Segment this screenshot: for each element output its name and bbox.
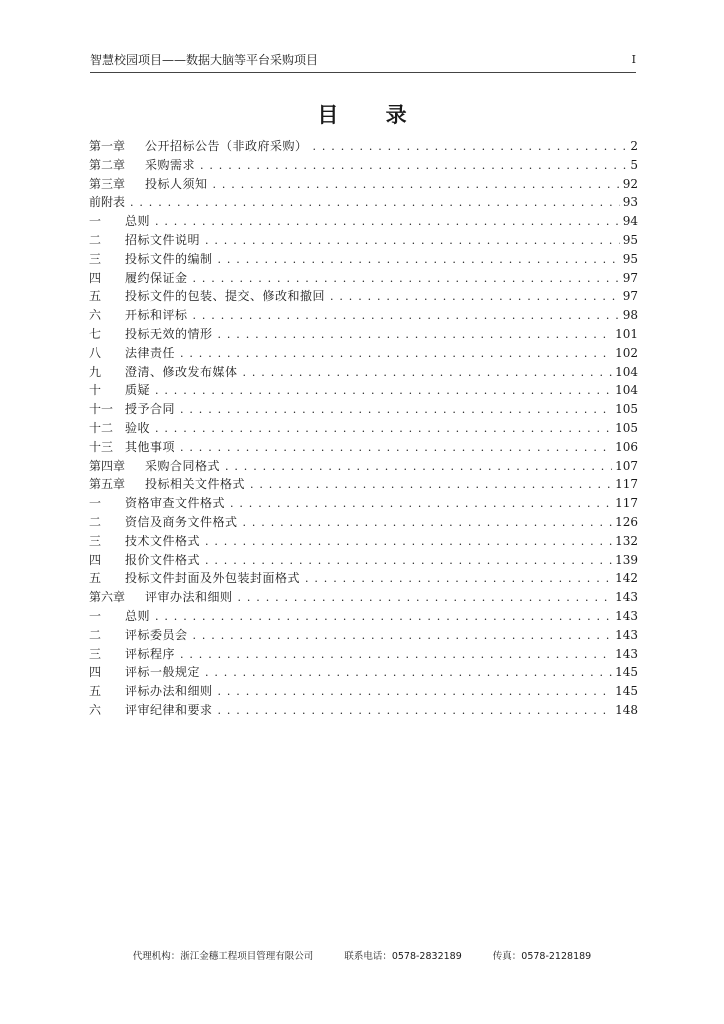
toc-entry[interactable]	[89, 682, 638, 701]
toc-entry-page: 95	[622, 251, 638, 266]
toc-leader-dots	[180, 344, 612, 364]
toc-leader-dots	[193, 626, 613, 646]
toc-leader-dots	[243, 363, 613, 383]
toc-entry[interactable]	[89, 513, 638, 532]
toc-entry-label: 报价文件格式	[125, 552, 201, 567]
toc-entry-number: 三	[89, 646, 102, 661]
toc-leader-dots	[330, 287, 620, 307]
toc-entry[interactable]	[89, 551, 638, 570]
toc-leader-dots	[218, 325, 613, 345]
toc-entry-page: 142	[615, 571, 638, 586]
toc-entry-number: 十	[89, 383, 102, 398]
toc-entry-number: 第五章	[89, 477, 126, 492]
toc-leader-dots	[213, 175, 620, 195]
toc-leader-dots	[305, 569, 612, 589]
toc-entry-page: 143	[615, 627, 638, 642]
toc-entry[interactable]	[89, 325, 638, 344]
toc-entry-label: 技术文件格式	[125, 533, 201, 548]
toc-leader-dots	[218, 701, 613, 721]
toc-entry-label: 验收	[125, 420, 151, 435]
header-title: 智慧校园项目——数据大脑等平台采购项目	[90, 53, 319, 67]
toc-entry-label: 评审纪律和要求	[125, 702, 213, 717]
toc-leader-dots	[155, 212, 620, 232]
toc-entry-number: 一	[89, 496, 102, 511]
footer-phone: 联系电话：0578-2832189	[344, 951, 462, 962]
toc-entry-page: 104	[615, 383, 638, 398]
toc-leader-dots	[205, 532, 612, 552]
toc-entry-label: 法律责任	[125, 345, 176, 360]
toc-entry-number: 二	[89, 627, 102, 642]
toc-leader-dots	[200, 156, 627, 176]
toc-entry-page: 105	[615, 402, 638, 417]
toc-entry-label: 投标文件的包装、提交、修改和撤回	[125, 289, 326, 304]
toc-entry-label: 招标文件说明	[125, 232, 201, 247]
toc-entry-number: 六	[89, 308, 102, 323]
toc-entry-label: 评标程序	[125, 646, 176, 661]
toc-entry-label: 公开招标公告（非政府采购）	[145, 139, 308, 153]
toc-entry-page: 143	[615, 646, 638, 661]
toc-entry-label: 总则	[125, 214, 151, 229]
toc-entry-label: 投标相关文件格式	[145, 477, 246, 492]
toc-entry[interactable]	[89, 156, 638, 175]
toc-entry[interactable]	[89, 175, 638, 194]
toc-entry[interactable]	[89, 494, 638, 513]
footer-agency: 代理机构：浙江金穗工程项目管理有限公司	[132, 951, 314, 962]
toc-entry-page: 132	[615, 533, 638, 548]
toc-entry-number: 第六章	[89, 590, 126, 605]
toc-entry-page: 145	[615, 684, 638, 699]
toc-leader-dots	[155, 381, 612, 401]
toc-entry-number: 二	[89, 514, 102, 529]
toc-entry-number: 三	[89, 533, 102, 548]
table-of-contents	[89, 137, 638, 720]
toc-leader-dots	[180, 400, 612, 420]
toc-entry-page: 92	[622, 176, 638, 191]
toc-entry-number: 八	[89, 345, 102, 360]
toc-entry[interactable]	[89, 381, 638, 400]
toc-entry-number: 四	[89, 270, 102, 285]
toc-entry-page: 143	[615, 590, 638, 605]
toc-entry-label: 开标和评标	[125, 308, 188, 323]
toc-entry-page: 98	[622, 308, 638, 323]
toc-leader-dots	[230, 494, 612, 514]
toc-entry[interactable]	[89, 701, 638, 720]
toc-entry-number: 十一	[89, 402, 114, 417]
toc-leader-dots	[180, 438, 612, 458]
toc-leader-dots	[130, 193, 620, 213]
toc-entry-page: 105	[615, 420, 638, 435]
toc-entry-number: 十三	[89, 439, 114, 454]
toc-entry-label: 其他事项	[125, 439, 176, 454]
header-page-number: I	[631, 53, 636, 66]
toc-entry[interactable]	[89, 193, 638, 212]
page-footer	[0, 950, 724, 964]
toc-entry-label: 履约保证金	[125, 270, 188, 285]
toc-entry-number: 第四章	[89, 458, 126, 473]
toc-leader-dots	[205, 663, 612, 683]
toc-entry-label: 资信及商务文件格式	[125, 514, 238, 529]
toc-entry-label: 采购需求	[145, 157, 196, 172]
toc-entry-number: 三	[89, 251, 102, 266]
toc-entry[interactable]	[89, 306, 638, 325]
toc-entry-page: 97	[622, 270, 638, 285]
toc-title: 目 录	[317, 102, 427, 127]
toc-entry[interactable]	[89, 419, 638, 438]
toc-leader-dots	[238, 588, 613, 608]
footer-fax: 传真：0578-2128189	[492, 951, 592, 962]
toc-leader-dots	[313, 137, 628, 157]
toc-entry-page: 97	[622, 289, 638, 304]
toc-entry-number: 第一章	[89, 139, 126, 153]
toc-entry-label: 总则	[125, 608, 151, 623]
toc-entry[interactable]	[89, 663, 638, 682]
page-header	[90, 52, 636, 73]
toc-entry-label: 评标办法和细则	[125, 684, 213, 699]
toc-entry[interactable]	[89, 400, 638, 419]
toc-entry-number: 一	[89, 214, 102, 229]
toc-entry[interactable]	[89, 137, 638, 156]
toc-entry-label: 澄清、修改发布媒体	[125, 364, 238, 379]
toc-entry-page: 95	[622, 232, 638, 247]
toc-entry[interactable]	[89, 588, 638, 607]
toc-entry[interactable]	[89, 438, 638, 457]
toc-entry-number: 五	[89, 289, 102, 304]
toc-entry-label: 评审办法和细则	[145, 590, 233, 605]
toc-entry[interactable]	[89, 645, 638, 664]
toc-entry-page: 2	[630, 139, 638, 153]
toc-entry[interactable]	[89, 475, 638, 494]
toc-entry-page: 5	[630, 157, 638, 172]
toc-entry-number: 四	[89, 665, 102, 680]
toc-entry-label: 投标人须知	[145, 176, 208, 191]
toc-entry[interactable]	[89, 212, 638, 231]
toc-entry-label: 授予合同	[125, 402, 176, 417]
toc-leader-dots	[155, 419, 612, 439]
toc-leader-dots	[243, 513, 613, 533]
toc-entry-page: 104	[615, 364, 638, 379]
toc-entry-number: 十二	[89, 420, 114, 435]
toc-entry-number: 五	[89, 684, 102, 699]
toc-entry-label: 采购合同格式	[145, 458, 221, 473]
toc-leader-dots	[250, 475, 612, 495]
toc-leader-dots	[205, 231, 620, 251]
toc-leader-dots	[205, 551, 612, 571]
toc-entry-page: 143	[615, 608, 638, 623]
toc-entry-label: 质疑	[125, 383, 151, 398]
toc-leader-dots	[193, 306, 620, 326]
toc-entry[interactable]	[89, 569, 638, 588]
toc-entry-label: 投标文件的编制	[125, 251, 213, 266]
toc-entry[interactable]	[89, 607, 638, 626]
toc-entry-page: 101	[615, 326, 638, 341]
toc-entry[interactable]	[89, 269, 638, 288]
toc-entry-page: 94	[622, 214, 638, 229]
toc-entry-page: 139	[615, 552, 638, 567]
toc-leader-dots	[180, 645, 612, 665]
toc-entry-label: 评标委员会	[125, 627, 188, 642]
toc-entry-page: 107	[615, 458, 638, 473]
toc-entry[interactable]	[89, 231, 638, 250]
toc-entry-number: 七	[89, 326, 102, 341]
toc-entry-label: 投标无效的情形	[125, 326, 213, 341]
toc-entry-number: 四	[89, 552, 102, 567]
toc-entry[interactable]	[89, 457, 638, 476]
toc-entry-page: 148	[615, 702, 638, 717]
toc-entry[interactable]	[89, 532, 638, 551]
toc-entry-page: 117	[615, 496, 638, 511]
toc-entry-number: 前附表	[89, 195, 126, 210]
toc-entry[interactable]	[89, 250, 638, 269]
toc-entry-number: 第二章	[89, 157, 126, 172]
toc-entry-number: 第三章	[89, 176, 126, 191]
toc-leader-dots	[193, 269, 620, 289]
toc-entry-number: 九	[89, 364, 102, 379]
toc-entry-label: 资格审查文件格式	[125, 496, 226, 511]
toc-entry[interactable]	[89, 363, 638, 382]
toc-entry-page: 106	[615, 439, 638, 454]
toc-entry-number: 五	[89, 571, 102, 586]
toc-leader-dots	[218, 250, 620, 270]
toc-entry-page: 145	[615, 665, 638, 680]
toc-leader-dots	[218, 682, 613, 702]
toc-entry-page: 102	[615, 345, 638, 360]
toc-entry-page: 126	[615, 514, 638, 529]
toc-entry[interactable]	[89, 344, 638, 363]
toc-entry-page: 117	[615, 477, 638, 492]
toc-entry-label: 评标一般规定	[125, 665, 201, 680]
toc-entry-number: 二	[89, 232, 102, 247]
toc-leader-dots	[155, 607, 612, 627]
toc-entry-number: 六	[89, 702, 102, 717]
toc-entry-number: 一	[89, 608, 102, 623]
toc-entry-label: 投标文件封面及外包装封面格式	[125, 571, 301, 586]
toc-entry[interactable]	[89, 287, 638, 306]
toc-entry[interactable]	[89, 626, 638, 645]
toc-leader-dots	[225, 457, 612, 477]
toc-entry-page: 93	[622, 195, 638, 210]
